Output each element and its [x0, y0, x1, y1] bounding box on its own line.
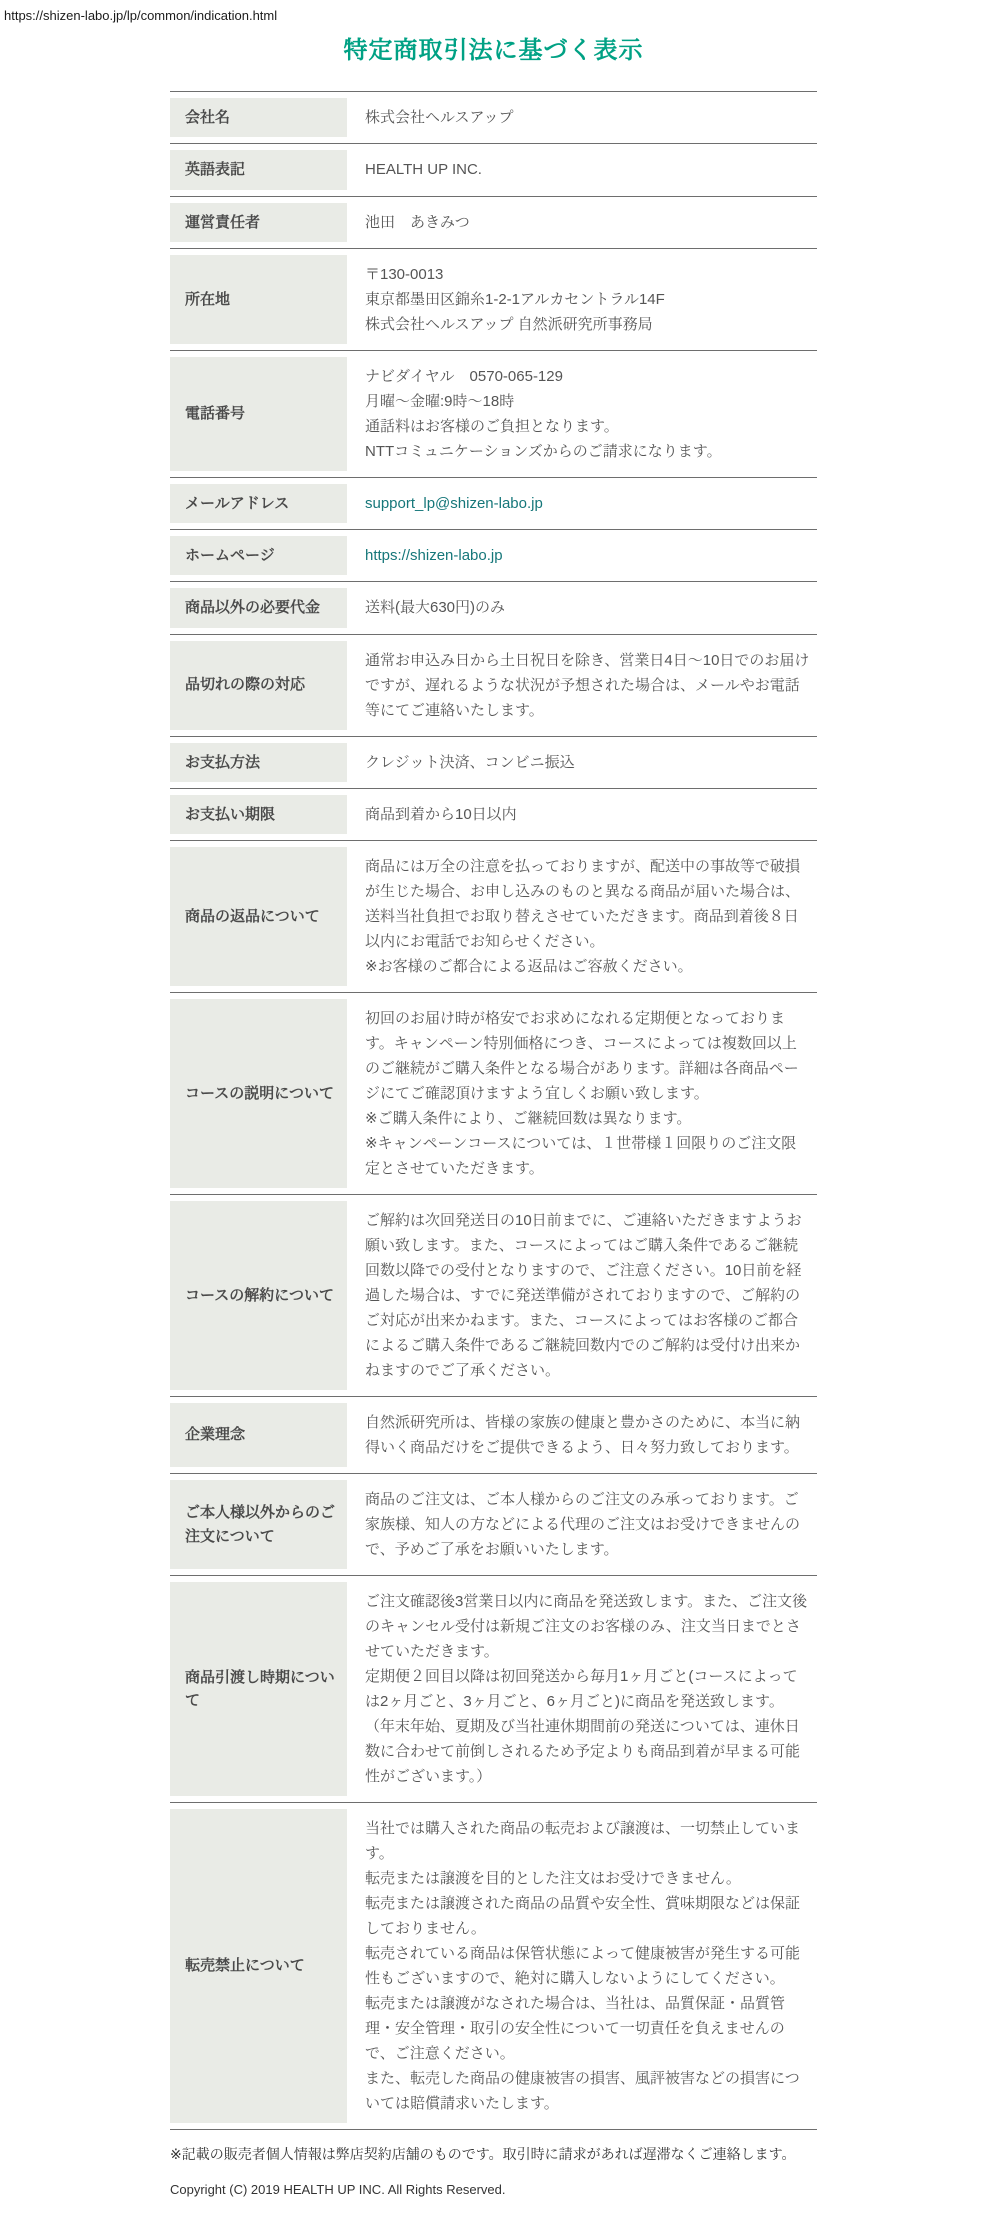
row-label — [170, 1201, 347, 1390]
row-label — [170, 1480, 347, 1569]
row-value — [347, 197, 817, 248]
row-value — [347, 1397, 817, 1473]
table-row — [170, 788, 817, 840]
row-label-text: 商品の返品について — [185, 907, 320, 925]
row-value-line: 転売または譲渡された商品の品質や安全性、賞味期限などは保証しておりません。 — [365, 1895, 801, 1937]
row-value — [347, 1576, 817, 1802]
homepage-link[interactable]: https://shizen-labo.jp — [365, 547, 503, 565]
row-value-line: 初回のお届け時が格安でお求めになれる定期便となっております。キャンペーン特別価格につき、コースによっては複数回以上のご継続がご購入条件となる場合があります。詳細は各商品ページにてご確認頂けますよう宜しくお願い致します。 — [365, 1010, 799, 1102]
row-value-line: 通話料はお客様のご負担となります。 — [365, 417, 619, 435]
table-row — [170, 1802, 817, 2129]
row-label-text: ホームページ — [185, 547, 275, 564]
table-row — [170, 992, 817, 1194]
row-label-text: 商品以外の必要代金 — [185, 599, 321, 617]
row-label — [170, 255, 347, 344]
table-row — [170, 1396, 817, 1473]
table-row — [170, 529, 817, 581]
row-label — [170, 1403, 347, 1467]
row-value — [347, 1474, 817, 1575]
row-label — [170, 150, 347, 189]
content-wrapper — [170, 0, 817, 2237]
table-row — [170, 1473, 817, 1575]
row-label — [170, 795, 347, 834]
row-label — [170, 357, 347, 471]
row-value-line: ※キャンペーンコースについては、１世帯様１回限りのご注文限定とさせていただきます。 — [365, 1135, 797, 1177]
row-value — [347, 737, 817, 788]
row-label — [170, 203, 347, 242]
table-row — [170, 581, 817, 633]
row-label-text: メールアドレス — [185, 494, 290, 512]
row-value — [347, 841, 817, 992]
row-label — [170, 1809, 347, 2123]
row-value-line: （年末年始、夏期及び当社連休期間前の発送については、連休日数に合わせて前倒しされるため予定よりも商品到着が早まる可能性がございます。） — [365, 1718, 801, 1785]
table-row — [170, 1194, 817, 1396]
row-value-line: ※ご購入条件により、ご継続回数は異なります。 — [365, 1110, 692, 1127]
row-value-line: ※お客様のご都合による返品はご容赦ください。 — [365, 958, 693, 975]
row-label — [170, 588, 347, 627]
table-row — [170, 1575, 817, 1802]
info-table — [170, 91, 817, 2130]
row-value-line: 自然派研究所は、皆様の家族の健康と豊かさのために、本当に納得いく商品だけをご提供できるよう、日々努力致しております。 — [365, 1414, 801, 1456]
row-label-text: ご本人様以外からのご注文について — [185, 1504, 336, 1545]
row-label — [170, 743, 347, 782]
row-value-line: 送料(最大630円)のみ — [365, 599, 506, 617]
row-value — [347, 635, 817, 736]
row-label — [170, 641, 347, 730]
row-label-text: 電話番号 — [185, 405, 246, 423]
row-value — [347, 92, 817, 143]
page-url-text: https://shizen-labo.jp/lp/common/indication.html — [4, 8, 278, 23]
row-label-text: 英語表記 — [185, 161, 246, 179]
footnote: ※記載の販売者個人情報は弊店契約店舗のものです。取引時に請求があれば遅滞なくご連絡します。 — [170, 2146, 796, 2162]
table-row — [170, 91, 817, 143]
row-label-text: お支払方法 — [185, 753, 261, 771]
row-value-line: 商品には万全の注意を払っておりますが、配送中の事故等で破損が生じた場合、お申し込みのものと異なる商品が届いた場合は、送料当社負担でお取り替えさせていただきます。商品到着後８日以内にお電話でお知らせください。 — [365, 858, 801, 950]
row-value — [347, 478, 817, 529]
row-value-line: 月曜～金曜:9時～18時 — [365, 392, 515, 410]
row-label-text: 会社名 — [185, 109, 231, 126]
page-title: 特定商取引法に基づく表示 — [343, 37, 644, 64]
row-value-line: 株式会社ヘルスアップ 自然派研究所事務局 — [365, 315, 653, 333]
table-row — [170, 350, 817, 477]
table-row — [170, 634, 817, 736]
table-row — [170, 248, 817, 350]
row-value — [347, 249, 817, 350]
table-row — [170, 736, 817, 788]
row-label-text: コースの解約について — [185, 1286, 334, 1304]
row-value-line: 東京都墨田区錦糸1-2-1アルカセントラル14F — [365, 290, 665, 308]
row-value-line: 株式会社ヘルスアップ — [365, 109, 514, 127]
row-value — [347, 993, 817, 1194]
row-label — [170, 484, 347, 523]
copyright: Copyright (C) 2019 HEALTH UP INC. All Rights Reserved. — [170, 2182, 506, 2197]
row-label — [170, 847, 347, 986]
row-value-line: NTTコミュニケーションズからのご請求になります。 — [365, 442, 722, 460]
row-value-line: クレジット決済、コンビニ振込 — [365, 753, 575, 771]
row-value-line: HEALTH UP INC. — [365, 161, 482, 179]
row-value-line: 転売または譲渡を目的とした注文はお受けできません。 — [365, 1870, 741, 1887]
row-label-text: コースの説明について — [185, 1084, 334, 1102]
row-value-line: 〒130-0013 — [365, 265, 444, 283]
row-value — [347, 1803, 817, 2129]
row-value-line: 池田 あきみつ — [365, 213, 470, 231]
email-link[interactable]: support_lp@shizen-labo.jp — [365, 494, 543, 512]
row-label-text: 運営責任者 — [185, 213, 261, 231]
row-label-text: 商品引渡し時期について — [185, 1668, 335, 1709]
row-value — [347, 144, 817, 195]
table-row — [170, 477, 817, 529]
row-value-line: ナビダイヤル 0570-065-129 — [365, 367, 563, 385]
row-value-line: 商品到着から10日以内 — [365, 805, 517, 823]
row-label — [170, 98, 347, 137]
row-label-text: 所在地 — [185, 290, 231, 308]
row-value-line: 商品のご注文は、ご本人様からのご注文のみ承っております。ご家族様、知人の方などによる代理のご注文はお受けできませんので、予めご了承をお願いいたします。 — [365, 1491, 801, 1558]
row-label-text: お支払い期限 — [185, 805, 276, 823]
row-label-text: 企業理念 — [185, 1426, 246, 1444]
row-value-line: 通常お申込み日から土日祝日を除き、営業日4日～10日でのお届けですが、遅れるような状況が予想された場合は、メールやお電話等にてご連絡いたします。 — [365, 651, 810, 719]
row-label-text: 品切れの際の対応 — [185, 676, 306, 694]
row-value-line: 当社では購入された商品の転売および譲渡は、一切禁止しています。 — [365, 1820, 801, 1862]
row-value — [347, 351, 817, 477]
row-label-text: 転売禁止について — [185, 1957, 305, 1975]
row-value — [347, 582, 817, 633]
row-value-line: ご解約は次回発送日の10日前までに、ご連絡いただきますようお願い致します。また、コースによってはご購入条件であるご継続回数以降での受付となりますので、ご注意ください。10日前を経過した場合は、すでに発送準備がされておりますので、ご解約のご対応が出来かねます。また、コースによってはお客様のご都合によるご購入条件であるご継続回数内でのご解約は受付け出来かねますのでご了承ください。 — [365, 1212, 802, 1379]
row-label — [170, 999, 347, 1188]
row-value-line: 転売または譲渡がなされた場合は、当社は、品質保証・品質管理・安全管理・取引の安全性について一切責任を負えませんので、ご注意ください。 — [365, 1995, 786, 2062]
table-row — [170, 840, 817, 992]
table-row — [170, 196, 817, 248]
row-label — [170, 536, 347, 575]
row-value-line: ご注文確認後3営業日以内に商品を発送致します。また、ご注文後のキャンセル受付は新規ご注文のお客様のみ、注文当日までとさせていただきます。 — [365, 1593, 808, 1660]
row-value — [347, 789, 817, 840]
row-value — [347, 1195, 817, 1396]
row-value-line: 定期便２回目以降は初回発送から毎月1ヶ月ごと(コースによっては2ヶ月ごと、3ヶ月ごと、6ヶ月ごと)に商品を発送致します。 — [365, 1668, 798, 1710]
table-row — [170, 143, 817, 195]
row-value — [347, 530, 817, 581]
row-value-line: また、転売した商品の健康被害の損害、風評被害などの損害については賠償請求いたします。 — [365, 2070, 800, 2112]
row-label — [170, 1582, 347, 1796]
row-value-line: 転売されている商品は保管状態によって健康被害が発生する可能性もございますので、絶対に購入しないようにしてください。 — [365, 1945, 801, 1987]
